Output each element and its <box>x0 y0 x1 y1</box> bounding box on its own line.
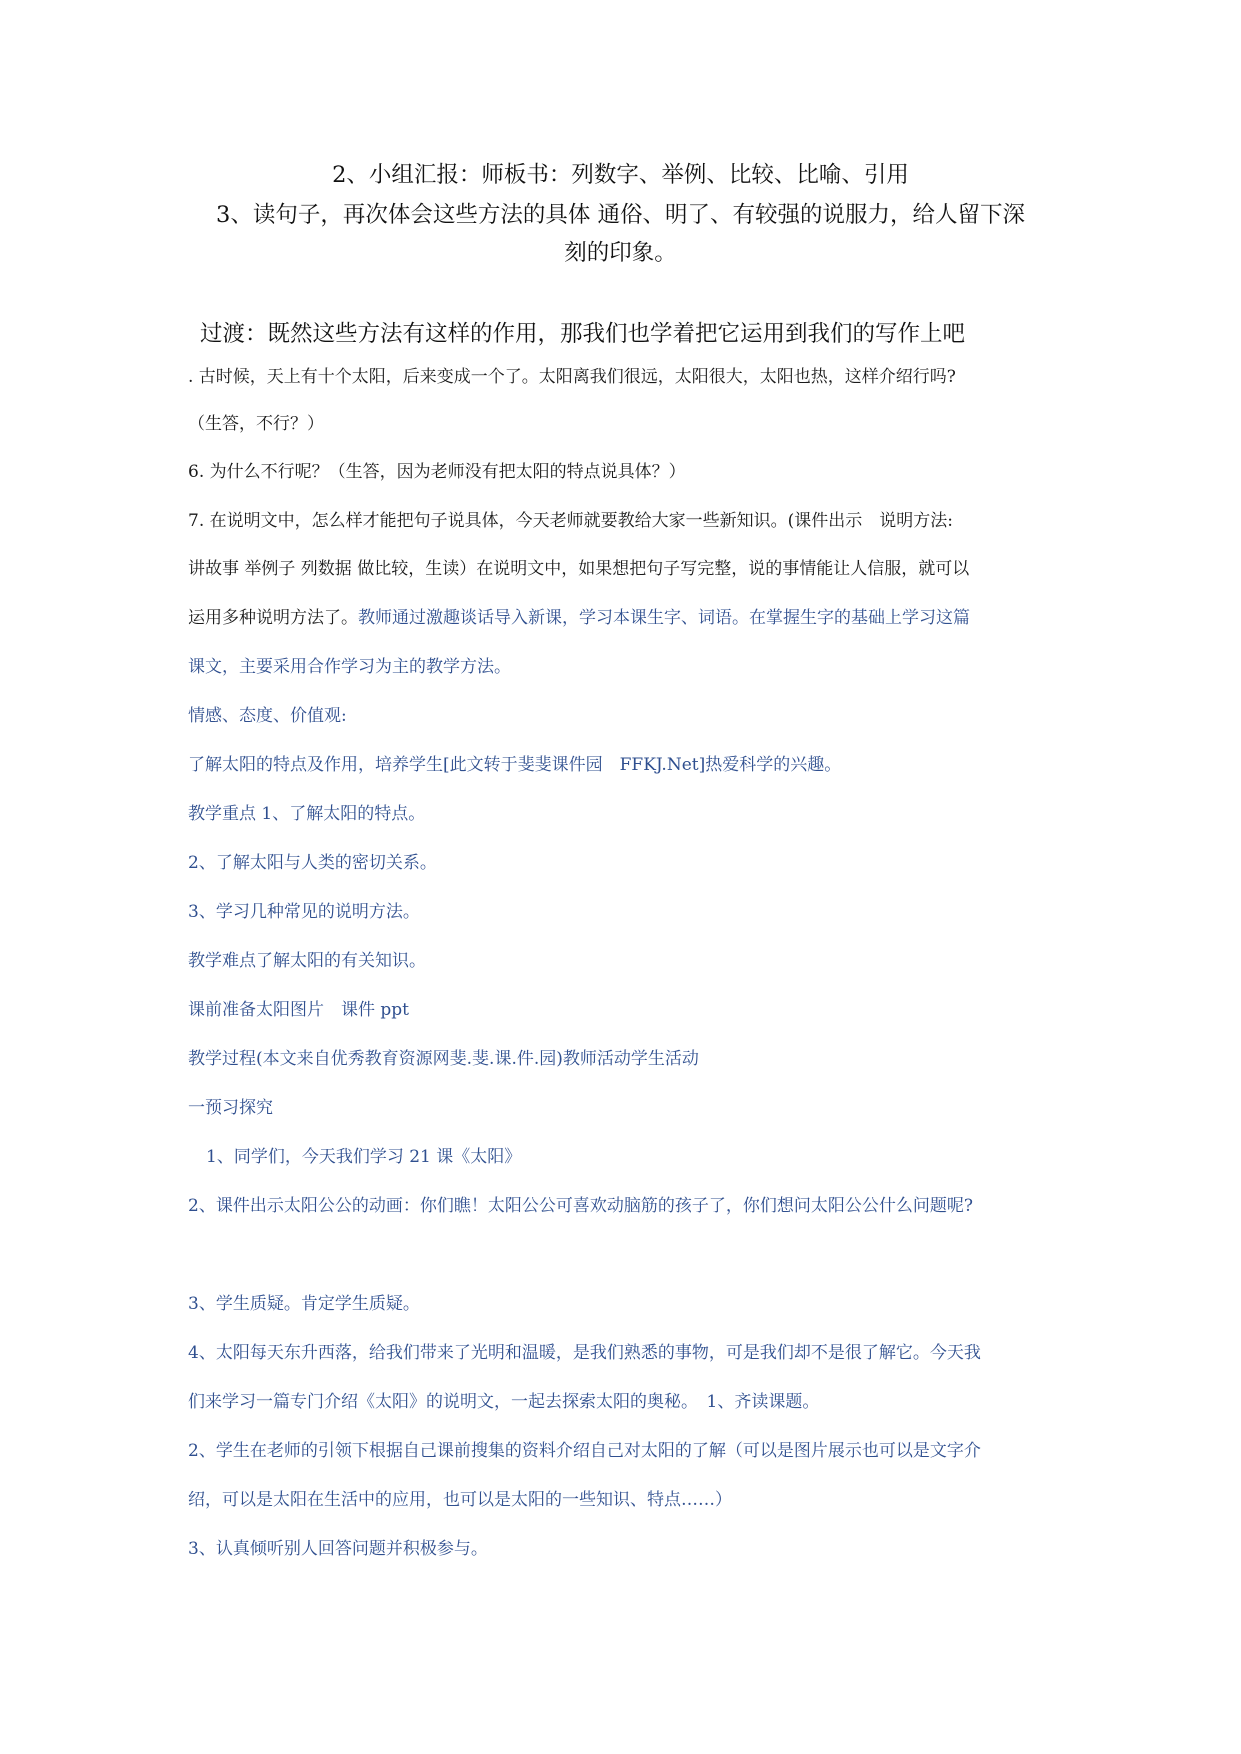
body-line-5: 讲故事 举例子 列数据 做比较，生读）在说明文中，如果想把句子写完整，说的事情能让人信服，就可以 <box>188 559 970 579</box>
body-line-6-blue: 教师通过激趣谈话导入新课，学习本课生字、词语。在掌握生字的基础上学习这篇 <box>358 608 970 628</box>
blue-line-15: 们来学习一篇专门介绍《太阳》的说明文，一起去探索太阳的奥秘。 1、齐读课题。 <box>188 1392 820 1412</box>
body-line-1: . 古时候，天上有十个太阳，后来变成一个了。太阳离我们很远，太阳很大，太阳也热，这样介绍行吗? <box>188 367 956 387</box>
blue-line-17: 绍，可以是太阳在生活中的应用，也可以是太阳的一些知识、特点……） <box>188 1490 732 1510</box>
blue-line-2: 情感、态度、价值观: <box>188 706 347 726</box>
blue-line-13: 3、学生质疑。肯定学生质疑。 <box>188 1294 420 1314</box>
blue-line-4: 教学重点 1、了解太阳的特点。 <box>188 804 426 824</box>
blue-line-7: 教学难点了解太阳的有关知识。 <box>188 951 426 971</box>
heading-line-3: 刻的印象。 <box>564 240 677 266</box>
blue-line-11: 1、同学们，今天我们学习 21 课《太阳》 <box>206 1147 522 1167</box>
blue-line-9: 教学过程(本文来自优秀教育资源网斐.斐.课.件.园)教师活动学生活动 <box>188 1049 699 1069</box>
body-line-6-black: 运用多种说明方法了。 <box>188 608 358 628</box>
transition-line: 过渡：既然这些方法有这样的作用，那我们也学着把它运用到我们的写作上吧 <box>200 321 966 347</box>
heading-line-2: 3、读句子，再次体会这些方法的具体 通俗、明了、有较强的说服力，给人留下深 <box>216 202 1025 228</box>
blue-line-10: 一预习探究 <box>188 1098 273 1118</box>
blue-line-8: 课前准备太阳图片 课件 ppt <box>188 1000 409 1020</box>
body-line-2: （生答，不行？） <box>188 414 324 434</box>
blue-line-16: 2、学生在老师的引领下根据自己课前搜集的资料介绍自己对太阳的了解（可以是图片展示也可以是文字介 <box>188 1441 981 1461</box>
blue-line-12: 2、课件出示太阳公公的动画：你们瞧！太阳公公可喜欢动脑筋的孩子了，你们想问太阳公公什么问题呢? <box>188 1196 973 1216</box>
body-line-6 <box>188 607 970 629</box>
blue-line-3: 了解太阳的特点及作用，培养学生[此文转于斐斐课件园 FFKJ.Net]热爱科学的兴趣。 <box>188 755 842 775</box>
blue-line-1: 课文，主要采用合作学习为主的教学方法。 <box>188 657 511 677</box>
body-line-3: 6. 为什么不行呢？（生答，因为老师没有把太阳的特点说具体？） <box>188 462 686 482</box>
blue-line-18: 3、认真倾听别人回答问题并积极参与。 <box>188 1539 488 1559</box>
blue-line-6: 3、学习几种常见的说明方法。 <box>188 902 420 922</box>
blue-line-14: 4、太阳每天东升西落，给我们带来了光明和温暖，是我们熟悉的事物，可是我们却不是很了解它。今天我 <box>188 1343 981 1363</box>
heading-line-1: 2、小组汇报：师板书：列数字、举例、比较、比喻、引用 <box>332 162 909 188</box>
body-line-4: 7. 在说明文中，怎么样才能把句子说具体，今天老师就要教给大家一些新知识。(课件出示 说明方法: <box>188 511 953 531</box>
blue-line-5: 2、了解太阳与人类的密切关系。 <box>188 853 437 873</box>
